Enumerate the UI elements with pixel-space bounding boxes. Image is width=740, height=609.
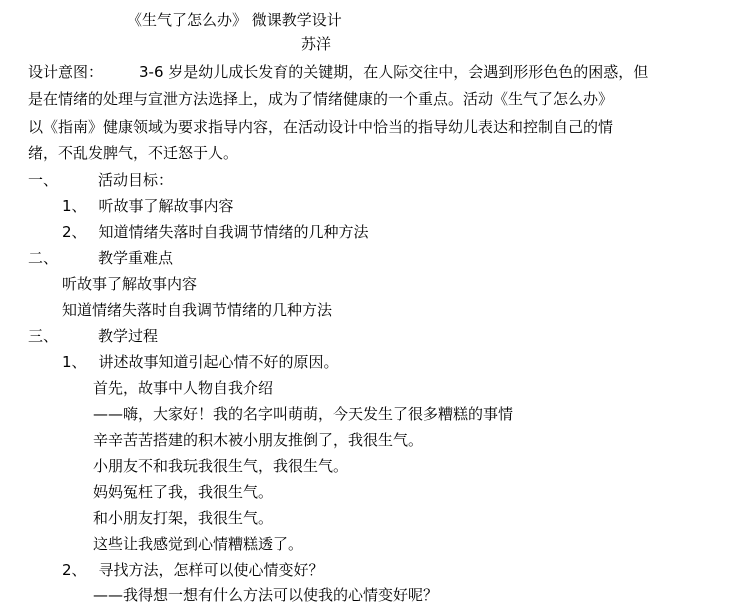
sec2-title: 教学重难点: [98, 249, 174, 267]
step1-heading: [62, 352, 339, 372]
intent-line-1: [28, 62, 728, 82]
sec3-number: 三、: [28, 327, 59, 345]
step1-line-1: 首先，故事中人物自我介绍: [93, 379, 274, 397]
intent-label: 设计意图：: [28, 63, 104, 81]
sec2-line-2: 知道情绪失落时自我调节情绪的几种方法: [62, 301, 333, 319]
step2-heading: [62, 560, 324, 580]
step1-line-3: 辛辛苦苦搭建的积木被小朋友推倒了，我很生气。: [93, 431, 424, 449]
sec1-item-2: [62, 222, 369, 242]
sec1-title: 活动目标：: [98, 171, 174, 189]
intent-line-3: 以《指南》健康领域为要求指导内容，在活动设计中恰当的指导幼儿表达和控制自己的情: [28, 118, 614, 136]
sec1-item-1: [62, 196, 234, 216]
step1-line-4: 小朋友不和我玩我很生气，我很生气。: [93, 457, 349, 475]
doc-author: 苏洋: [301, 35, 332, 53]
intent-line-2: 是在情绪的处理与宣泄方法选择上，成为了情绪健康的一个重点。活动《生气了怎么办》: [28, 90, 614, 108]
step2-line-1: ——我得想一想有什么方法可以使我的心情变好呢？: [93, 586, 439, 604]
step1-num: 1、: [62, 353, 87, 371]
sec1-item-2-num: 2、: [62, 223, 87, 241]
step1-line-6: 和小朋友打架，我很生气。: [93, 509, 274, 527]
intent-text-1: 3-6 岁是幼儿成长发育的关键期，在人际交往中，会遇到形形色色的困惑，但: [139, 63, 649, 81]
step2-num: 2、: [62, 561, 87, 579]
step1-line-2: ——嗨，大家好！我的名字叫萌萌，今天发生了很多糟糕的事情: [93, 405, 514, 423]
doc-title: 《生气了怎么办》 微课教学设计: [127, 11, 342, 29]
step2-text: 寻找方法，怎样可以使心情变好？: [98, 561, 324, 579]
step1-text: 讲述故事知道引起心情不好的原因。: [98, 353, 339, 371]
sec3-title: 教学过程: [98, 327, 159, 345]
intent-line-4: 绪，不乱发脾气，不迁怒于人。: [28, 144, 239, 162]
sec2-line-1: 听故事了解故事内容: [62, 275, 198, 293]
sec1-item-2-text: 知道情绪失落时自我调节情绪的几种方法: [98, 223, 369, 241]
step1-line-7: 这些让我感觉到心情糟糕透了。: [93, 535, 304, 553]
sec1-item-1-text: 听故事了解故事内容: [98, 197, 234, 215]
sec2-number: 二、: [28, 249, 59, 267]
sec1-number: 一、: [28, 171, 59, 189]
sec1-item-1-num: 1、: [62, 197, 87, 215]
step1-line-5: 妈妈冤枉了我，我很生气。: [93, 483, 274, 501]
